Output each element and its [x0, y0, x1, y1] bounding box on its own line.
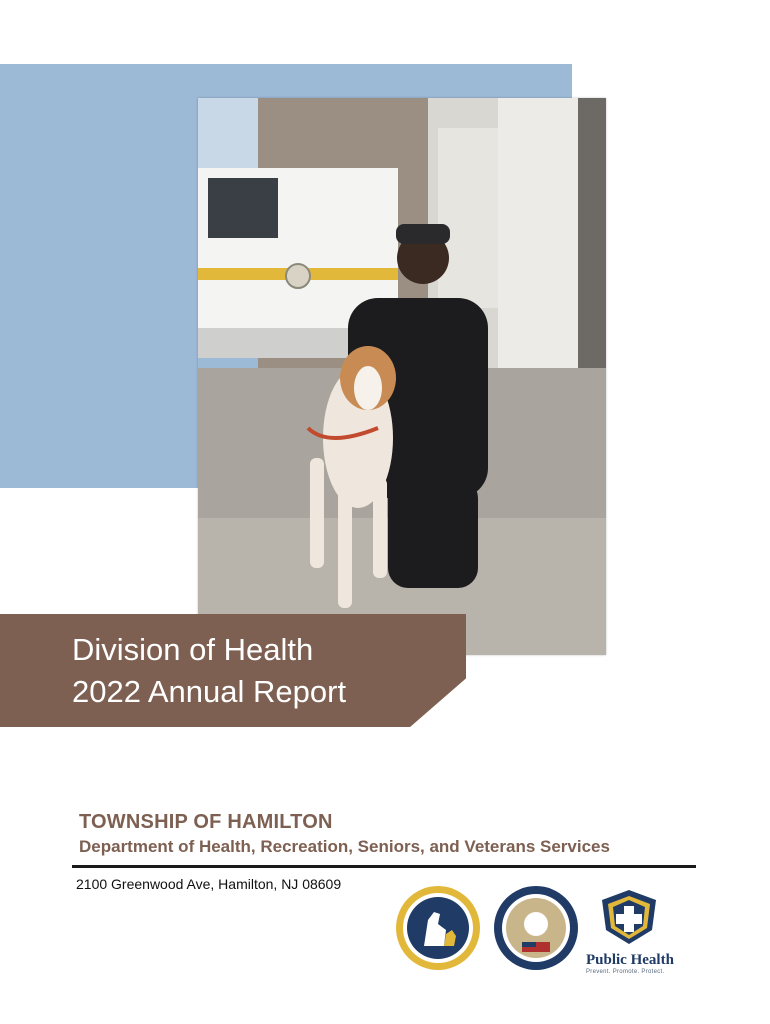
divider-rule — [72, 865, 696, 868]
report-title-line-2: 2022 Annual Report — [72, 674, 347, 709]
public-health-shield-logo — [598, 888, 660, 946]
report-title-line-1: Division of Health — [72, 632, 314, 667]
township-seal-logo — [492, 884, 580, 972]
title-band — [0, 614, 466, 727]
organization-name: TOWNSHIP OF HAMILTON — [79, 811, 333, 833]
animal-shelter-logo — [394, 884, 482, 972]
address-line: 2100 Greenwood Ave, Hamilton, NJ 08609 — [76, 876, 342, 892]
public-health-tagline: Prevent. Promote. Protect. — [586, 969, 665, 975]
officer-with-dog-photo — [198, 98, 606, 655]
department-name: Department of Health, Recreation, Seniors, and Veterans Services — [79, 837, 610, 856]
cover-photo — [198, 98, 606, 655]
public-health-title: Public Health — [586, 952, 674, 968]
